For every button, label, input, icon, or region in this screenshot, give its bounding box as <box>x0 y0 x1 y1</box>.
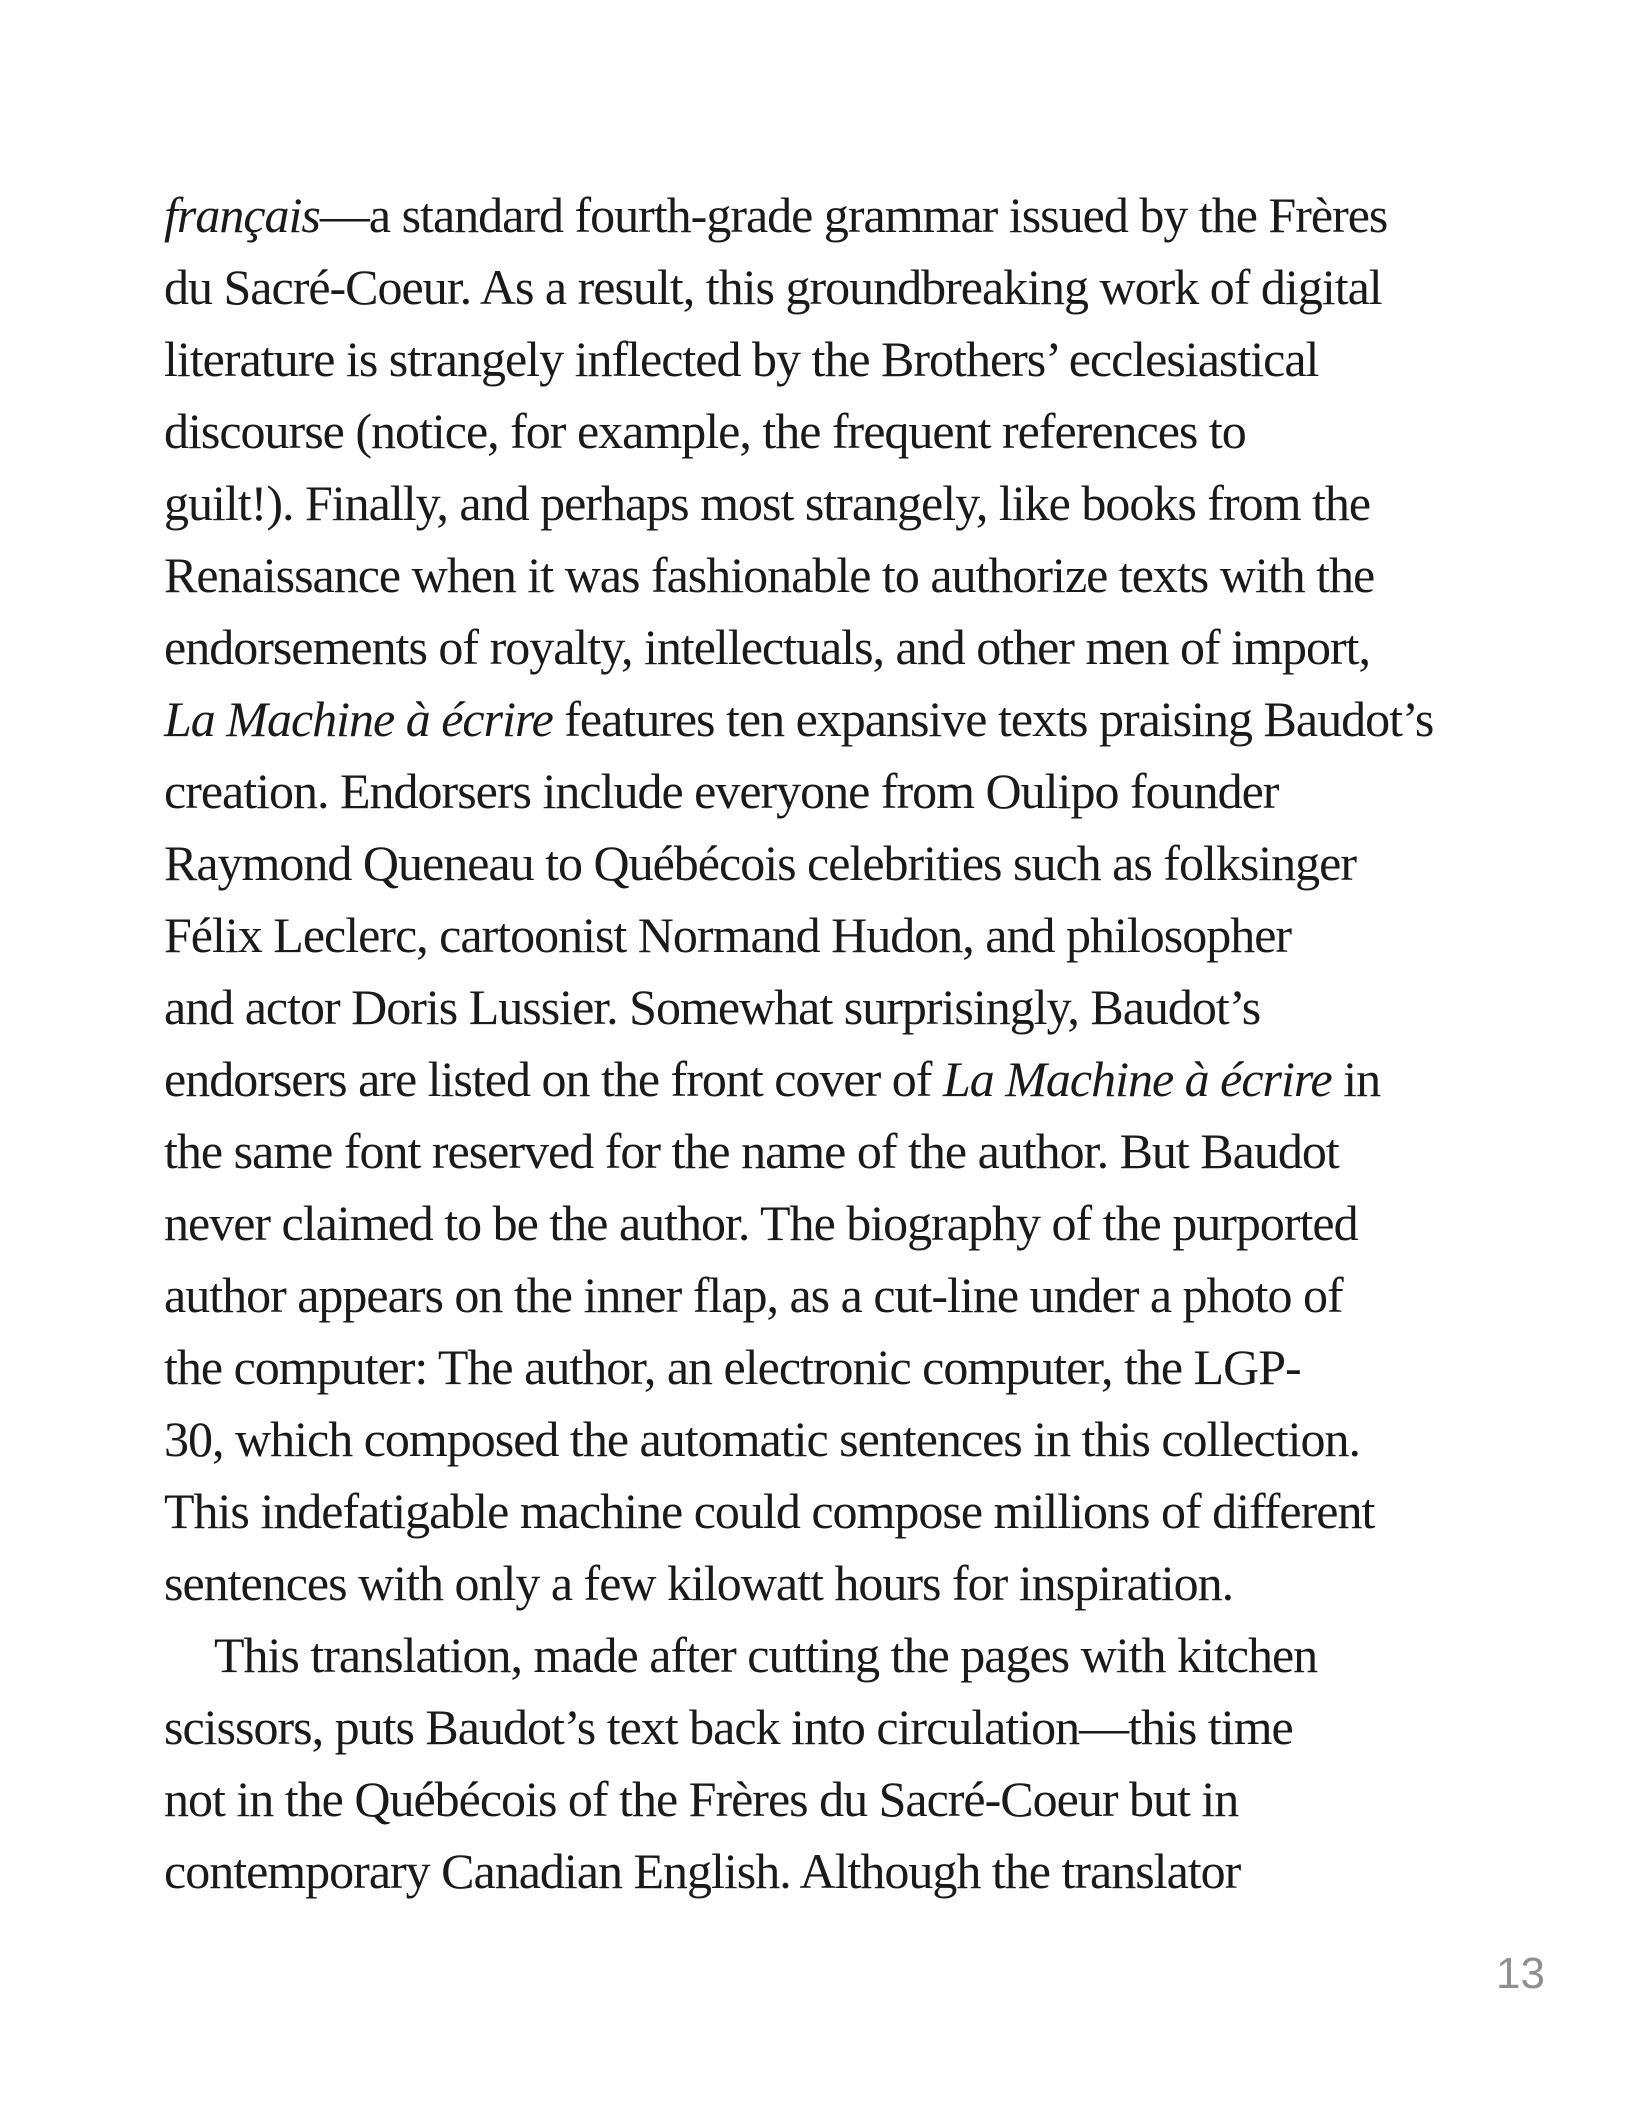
text-run: not in the Québécois of the Frères du Sacré-Coeur but in <box>164 1771 1239 1827</box>
text-line <box>164 1763 1534 1835</box>
text-line <box>164 395 1534 467</box>
text-run: author appears on the inner flap, as a cut-line under a photo of <box>164 1267 1343 1323</box>
text-line <box>164 1187 1534 1259</box>
text-line <box>164 179 1534 251</box>
text-run: the computer: The author, an electronic computer, the LGP- <box>164 1339 1301 1395</box>
text-line <box>164 1043 1534 1115</box>
text-run: —a standard fourth-grade grammar issued by the Frères <box>319 187 1388 243</box>
paragraph <box>164 1619 1534 1907</box>
text-run: sentences with only a few kilowatt hours for inspiration. <box>164 1555 1234 1611</box>
text-run: This translation, made after cutting the pages with kitchen <box>214 1627 1318 1683</box>
text-line <box>164 467 1534 539</box>
text-run: 30, which composed the automatic sentences in this collection. <box>164 1411 1361 1467</box>
text-run: Félix Leclerc, cartoonist Normand Hudon, and philosopher <box>164 907 1292 963</box>
text-line <box>164 755 1534 827</box>
text-run: the same font reserved for the name of the author. But Baudot <box>164 1123 1339 1179</box>
text-line <box>164 539 1534 611</box>
text-run: endorsers are listed on the front cover of <box>164 1051 943 1107</box>
text-run: in <box>1331 1051 1381 1107</box>
italic-text-run: français <box>164 187 320 243</box>
text-line <box>164 683 1534 755</box>
text-line <box>164 1475 1534 1547</box>
body-text-block <box>164 179 1534 1907</box>
italic-text-run: La Machine à écrire <box>942 1051 1332 1107</box>
text-run: This indefatigable machine could compose millions of different <box>164 1483 1375 1539</box>
text-line <box>164 971 1534 1043</box>
text-line <box>164 1835 1534 1907</box>
paragraph <box>164 179 1534 1619</box>
italic-text-run: La Machine à écrire <box>164 691 553 747</box>
text-line <box>164 611 1534 683</box>
text-run: literature is strangely inflected by the Brothers’ ecclesiastical <box>164 331 1319 387</box>
text-run: creation. Endorsers include everyone from Oulipo founder <box>164 763 1279 819</box>
text-line <box>164 827 1534 899</box>
text-line <box>164 251 1534 323</box>
text-run: scissors, puts Baudot’s text back into circulation—this time <box>164 1699 1293 1755</box>
text-line <box>164 1331 1534 1403</box>
text-line <box>164 1619 1534 1691</box>
text-line <box>164 899 1534 971</box>
text-run: guilt!). Finally, and perhaps most strangely, like books from the <box>164 475 1371 531</box>
text-run: contemporary Canadian English. Although the translator <box>164 1843 1241 1899</box>
page-number: 13 <box>1496 1949 1545 1998</box>
text-run: endorsements of royalty, intellectuals, and other men of import, <box>164 619 1371 675</box>
text-run: never claimed to be the author. The biography of the purported <box>164 1195 1358 1251</box>
text-run: and actor Doris Lussier. Somewhat surprisingly, Baudot’s <box>164 979 1261 1035</box>
text-line <box>164 1115 1534 1187</box>
text-run: features ten expansive texts praising Baudot’s <box>552 691 1434 747</box>
text-line <box>164 323 1534 395</box>
text-run: Renaissance when it was fashionable to authorize texts with the <box>164 547 1375 603</box>
text-line <box>164 1691 1534 1763</box>
text-run: discourse (notice, for example, the frequent references to <box>164 403 1246 459</box>
text-line <box>164 1259 1534 1331</box>
text-run: Raymond Queneau to Québécois celebrities such as folksinger <box>164 835 1357 891</box>
text-run: du Sacré-Coeur. As a result, this groundbreaking work of digital <box>164 259 1382 315</box>
text-line <box>164 1547 1534 1619</box>
text-line <box>164 1403 1534 1475</box>
